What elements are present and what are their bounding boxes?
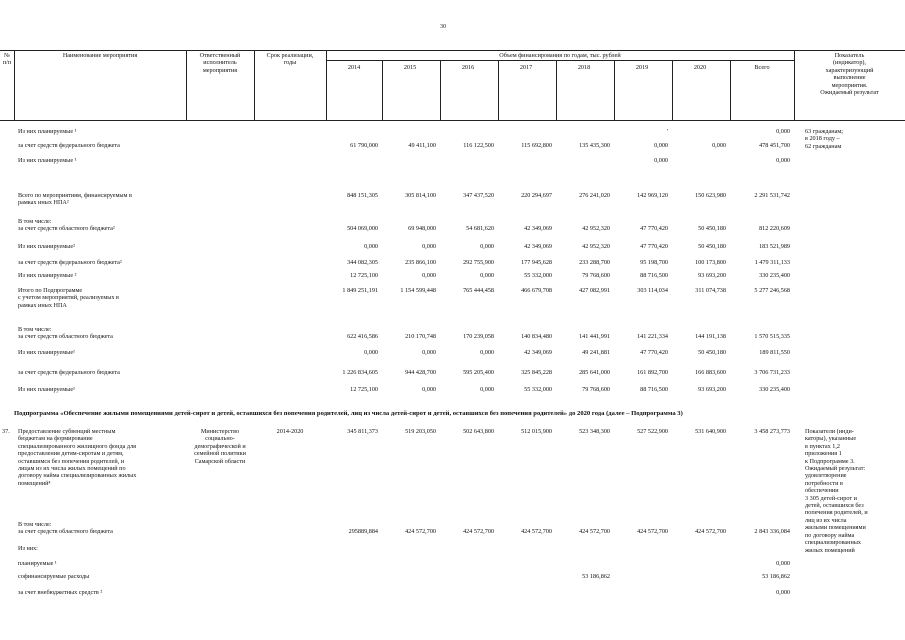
item-37-value: 523 348,300 (579, 428, 610, 435)
row-value: 0,000 (364, 349, 378, 356)
row-value: 42 349,069 (524, 225, 552, 233)
row-label: Из них планируемые ¹ (18, 157, 77, 164)
row-value: 141 441,991 (579, 333, 610, 341)
item-37-row-value: 53 186,862 (582, 573, 610, 580)
row-value: 285 641,000 (579, 369, 610, 376)
row-value: 622 416,586 (347, 333, 378, 341)
row-value: 325 845,228 (521, 369, 552, 376)
section-title: Подпрограмма «Обеспечение жилыми помещениями детей-сирот и детей, оставшихся без попечения родителей, лиц из числа детей-сирот и детей, оставшихся без попечения родителей» до 2020 года (далее – Подпрограмма 3) (14, 410, 683, 417)
item-37-row-label: планируемые ¹ (18, 560, 57, 567)
row-value: 466 679,708 (521, 287, 552, 294)
row-value: 61 790,000 (350, 142, 378, 149)
row-value: 944 428,700 (405, 369, 436, 376)
row-value: 100 173,800 (695, 259, 726, 266)
row-value: 0,000 (422, 243, 436, 250)
header-year: 2019 (635, 64, 649, 71)
row-value: 765 444,458 (463, 287, 494, 294)
item-37-row-value: 424 572,700 (579, 528, 610, 536)
row-value: 1 154 599,448 (400, 287, 436, 294)
row-value: 0,000 (422, 272, 436, 279)
row-value: 0,000 (364, 243, 378, 250)
item-37-value: 531 640,900 (695, 428, 726, 435)
row-value: 55 332,000 (524, 386, 552, 393)
row-value: 0,000 (480, 243, 494, 250)
item-37-total: 3 458 273,773 (754, 428, 790, 435)
row-total: 189 811,550 (759, 349, 790, 356)
row-value: 50 450,180 (698, 243, 726, 250)
row-value: 210 170,748 (405, 333, 436, 341)
row-value: 0,000 (654, 142, 668, 149)
header-year: 2017 (519, 64, 533, 71)
item-37-row-total: 0,000 (776, 589, 790, 596)
row-value: 220 294,697 (521, 192, 552, 199)
row-value: ' (666, 128, 668, 135)
page-number: 30 (440, 24, 446, 30)
row-value: 305 814,100 (405, 192, 436, 199)
row-value: 135 435,300 (579, 142, 610, 149)
row-value: 166 883,600 (695, 369, 726, 376)
row-total: 183 521,989 (759, 243, 790, 250)
row-label: Из них планируемые² (18, 243, 75, 250)
row-value: 0,000 (480, 349, 494, 356)
row-value: 47 770,420 (640, 243, 668, 250)
row-total: 1 479 311,133 (754, 259, 790, 266)
header-volume: Объем финансирования по годам, тыс. рублей (499, 52, 621, 59)
header-indicator: Показатель (индикатор), характеризующий выполнение мероприятия. Ожидаемый результат (820, 52, 879, 97)
row-value: 42 952,320 (582, 225, 610, 233)
item-37-row-total: 0,000 (776, 560, 790, 567)
row-value: 276 241,020 (579, 192, 610, 199)
row-value: 504 069,000 (347, 225, 378, 233)
row-value: 93 693,200 (698, 272, 726, 279)
row-value: 50 450,180 (698, 349, 726, 356)
row-value: 79 768,600 (582, 386, 610, 393)
row-value: 47 770,420 (640, 349, 668, 356)
row-value: 292 755,900 (463, 259, 494, 266)
row-value: 42 952,320 (582, 243, 610, 250)
item-37-row-value: 424 572,700 (637, 528, 668, 536)
row-value: 150 623,980 (695, 192, 726, 199)
row-value: 161 892,700 (637, 369, 668, 376)
item-37-term: 2014-2020 (276, 428, 304, 435)
col-divider (326, 50, 327, 120)
row-label: за счет средств федерального бюджета (18, 142, 120, 149)
header-num: № п/п (2, 52, 12, 67)
item-37-row-value: 424 572,700 (463, 528, 494, 536)
header-year: 2015 (403, 64, 417, 71)
top-indicator: 63 гражданам; в 2018 году – 62 гражданам (805, 128, 843, 150)
row-value: 0,000 (654, 157, 668, 164)
row-label: В том числе: за счет средств областного бюджета² (18, 218, 115, 233)
row-value: 54 681,620 (466, 225, 494, 233)
row-value: 93 693,200 (698, 386, 726, 393)
row-value: 69 948,000 (408, 225, 436, 233)
item-37-num: 37. (2, 428, 10, 435)
row-value: 144 191,138 (695, 333, 726, 341)
row-label: В том числе: за счет средств областного бюджета (18, 326, 113, 341)
row-value: 235 866,100 (405, 259, 436, 266)
row-value: 12 725,100 (350, 272, 378, 279)
row-label: за счет средств федерального бюджета (18, 369, 120, 376)
item-37-value: 527 522,900 (637, 428, 668, 435)
row-label: Из них планируемые ¹ (18, 128, 77, 135)
row-label: Из них планируемые ² (18, 272, 77, 279)
row-value: 344 082,305 (347, 259, 378, 266)
row-total: 5 277 246,568 (754, 287, 790, 294)
row-value: 88 716,500 (640, 272, 668, 279)
header-name: Наименование мероприятия (62, 52, 138, 59)
row-total: 0,000 (776, 128, 790, 135)
row-value: 95 198,700 (640, 259, 668, 266)
item-37-exec: Министерство социально- демографической и семейной политики Самарской области (194, 428, 246, 465)
header-year: 2018 (577, 64, 591, 71)
row-value: 49 241,881 (582, 349, 610, 356)
item-37-value: 345 811,373 (347, 428, 378, 435)
header-bottom-line (0, 120, 905, 121)
row-label: за счет средств федерального бюджета² (18, 259, 122, 266)
row-value: 303 114,034 (637, 287, 668, 294)
row-value: 0,000 (712, 142, 726, 149)
item-37-value: 502 643,800 (463, 428, 494, 435)
item-37-row-label: софинансируемые расходы (18, 573, 90, 580)
row-total: 330 235,400 (759, 386, 790, 393)
row-label: Итого по Подпрограмме с учетом мероприятий, реализуемых в рамках иных НПА (18, 287, 119, 309)
row-total: 478 451,700 (759, 142, 790, 149)
row-value: 0,000 (422, 386, 436, 393)
row-value: 50 450,180 (698, 225, 726, 233)
row-label: Всего по мероприятиям, финансируемым в рамках иных НПА² (18, 192, 132, 207)
row-total: 330 235,400 (759, 272, 790, 279)
row-value: 79 768,600 (582, 272, 610, 279)
item-37-row-value: 295889,884 (348, 528, 378, 536)
row-value: 170 239,058 (463, 333, 494, 341)
header-year-line (326, 60, 794, 61)
row-total: 812 220,609 (759, 225, 790, 233)
item-37-name: Предоставление субвенций местным бюджетам на формирование специализированного жилищного фонда для предоставления детям-сиротам и детям, оставшимся без попечения родителей, и лицам из их числа жилых помещений по договору найма специализированных жилых помещений⁴ (18, 428, 137, 487)
header-year: 2014 (347, 64, 361, 71)
row-value: 42 349,069 (524, 349, 552, 356)
row-value: 311 074,738 (695, 287, 726, 294)
item-37-row-total: 53 186,862 (762, 573, 790, 580)
item-37-value: 519 203,050 (405, 428, 436, 435)
col-divider (14, 50, 15, 120)
row-value: 848 151,305 (347, 192, 378, 199)
header-total: Всего (754, 64, 770, 71)
item-37-row-label: В том числе: за счет средств областного бюджета (18, 521, 113, 536)
row-total: 3 706 731,233 (754, 369, 790, 376)
row-label: Из них планируемые¹ (18, 386, 75, 393)
row-value: 115 692,800 (521, 142, 552, 149)
row-value: 55 332,000 (524, 272, 552, 279)
row-value: 88 716,500 (640, 386, 668, 393)
row-value: 0,000 (480, 272, 494, 279)
row-value: 177 945,628 (521, 259, 552, 266)
item-37-value: 512 015,900 (521, 428, 552, 435)
item-37-indicator: Показатели (инди- каторы), указанные в пунктах 1,2 приложения 1 к Подпрограмме 3. Ожидаемый результат: удовлетворение потребности в обеспечении 3 305 детей-сирот и детей, оставшихся без попечения родителей, и лиц из их числа жилыми помещениями по договору найма специализированных жилых помещений (805, 428, 868, 554)
header-exec: Ответственный исполнитель мероприятия (199, 52, 241, 74)
row-value: 0,000 (480, 386, 494, 393)
header-year: 2020 (693, 64, 707, 71)
row-value: 347 437,520 (463, 192, 494, 199)
row-value: 12 725,100 (350, 386, 378, 393)
row-value: 47 770,420 (640, 225, 668, 233)
row-total: 2 291 531,742 (754, 192, 790, 199)
item-37-row-total: 2 843 336,084 (754, 528, 790, 536)
header-term: Срок реализации, годы (266, 52, 314, 67)
row-value: 49 411,100 (408, 142, 436, 149)
row-value: 141 221,334 (637, 333, 668, 341)
item-37-row-value: 424 572,700 (405, 528, 436, 536)
row-value: 42 349,069 (524, 243, 552, 250)
row-value: 595 205,400 (463, 369, 494, 376)
row-value: 140 834,480 (521, 333, 552, 341)
row-value: 427 082,991 (579, 287, 610, 294)
item-37-row-label: Из них: (18, 545, 38, 552)
header-top-line (0, 50, 905, 51)
row-value: 1 849 251,191 (342, 287, 378, 294)
row-label: Из них планируемые¹ (18, 349, 75, 356)
row-value: 142 969,120 (637, 192, 668, 199)
row-value: 233 288,700 (579, 259, 610, 266)
row-value: 116 122,500 (463, 142, 494, 149)
item-37-row-value: 424 572,700 (695, 528, 726, 536)
item-37-row-value: 424 572,700 (521, 528, 552, 536)
item-37-row-label: за счет внебюджетных средств ² (18, 589, 103, 596)
row-value: 1 226 834,605 (342, 369, 378, 376)
row-value: 0,000 (422, 349, 436, 356)
row-total: 0,000 (776, 157, 790, 164)
row-total: 1 570 515,335 (754, 333, 790, 341)
header-year: 2016 (461, 64, 475, 71)
